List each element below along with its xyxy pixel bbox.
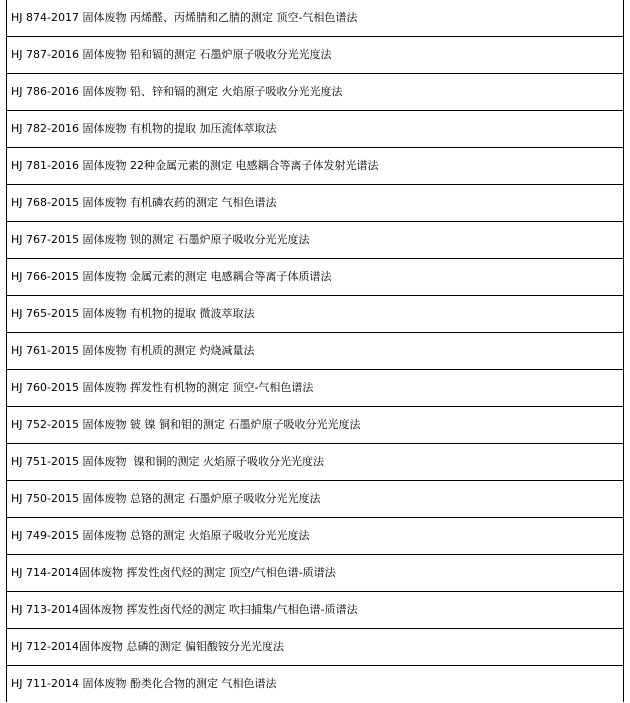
table-row xyxy=(7,407,624,444)
table-row xyxy=(7,111,624,148)
standard-title: HJ 874-2017 固体废物 丙烯醛、丙烯腈和乙腈的测定 顶空-气相色谱法 xyxy=(11,11,358,24)
table-row xyxy=(7,74,624,111)
table-cell xyxy=(7,0,624,37)
table-row xyxy=(7,148,624,185)
table-cell xyxy=(7,74,624,111)
table-cell xyxy=(7,259,624,296)
standard-title: HJ 782-2016 固体废物 有机物的提取 加压流体萃取法 xyxy=(11,122,277,135)
table-row xyxy=(7,259,624,296)
table-cell xyxy=(7,222,624,259)
table-row xyxy=(7,481,624,518)
table-row xyxy=(7,37,624,74)
table-row xyxy=(7,296,624,333)
standard-title: HJ 712-2014固体废物 总磷的测定 偏钼酸铵分光光度法 xyxy=(11,640,284,653)
standard-title: HJ 786-2016 固体废物 铅、锌和镉的测定 火焰原子吸收分光光度法 xyxy=(11,85,343,98)
table-cell xyxy=(7,481,624,518)
standard-title: HJ 767-2015 固体废物 钡的测定 石墨炉原子吸收分光光度法 xyxy=(11,233,310,246)
standard-title: HJ 749-2015 固体废物 总铬的测定 火焰原子吸收分光光度法 xyxy=(11,529,310,542)
table-row xyxy=(7,518,624,555)
standard-title: HJ 761-2015 固体废物 有机质的测定 灼烧减量法 xyxy=(11,344,255,357)
standard-title: HJ 750-2015 固体废物 总铬的测定 石墨炉原子吸收分光光度法 xyxy=(11,492,321,505)
table-row xyxy=(7,666,624,703)
standard-title: HJ 787-2016 固体废物 铅和镉的测定 石墨炉原子吸收分光光度法 xyxy=(11,48,332,61)
table-row xyxy=(7,333,624,370)
standards-table-body xyxy=(7,0,624,702)
standard-title: HJ 713-2014固体废物 挥发性卤代烃的测定 吹扫捕集/气相色谱-质谱法 xyxy=(11,603,358,616)
standard-title: HJ 765-2015 固体废物 有机物的提取 微波萃取法 xyxy=(11,307,255,320)
table-cell xyxy=(7,555,624,592)
table-cell xyxy=(7,444,624,481)
table-row xyxy=(7,222,624,259)
table-row xyxy=(7,0,624,37)
table-cell xyxy=(7,370,624,407)
table-cell xyxy=(7,629,624,666)
table-cell xyxy=(7,666,624,703)
table-row xyxy=(7,592,624,629)
table-cell xyxy=(7,111,624,148)
standard-title: HJ 714-2014固体废物 挥发性卤代烃的测定 顶空/气相色谱-质谱法 xyxy=(11,566,336,579)
table-cell xyxy=(7,333,624,370)
table-row xyxy=(7,185,624,222)
table-cell xyxy=(7,185,624,222)
table-cell xyxy=(7,407,624,444)
table-row xyxy=(7,555,624,592)
standard-title: HJ 768-2015 固体废物 有机磷农药的测定 气相色谱法 xyxy=(11,196,277,209)
table-row xyxy=(7,370,624,407)
standard-title: HJ 766-2015 固体废物 金属元素的测定 电感耦合等离子体质谱法 xyxy=(11,270,332,283)
standard-title: HJ 781-2016 固体废物 22种金属元素的测定 电感耦合等离子体发射光谱法 xyxy=(11,159,379,172)
standard-title: HJ 751-2015 固体废物 镍和铜的测定 火焰原子吸收分光光度法 xyxy=(11,455,324,468)
table-row xyxy=(7,444,624,481)
standard-title: HJ 760-2015 固体废物 挥发性有机物的测定 顶空-气相色谱法 xyxy=(11,381,314,394)
table-cell xyxy=(7,296,624,333)
table-row xyxy=(7,629,624,666)
standard-title: HJ 752-2015 固体废物 铍 镍 铜和钼的测定 石墨炉原子吸收分光光度法 xyxy=(11,418,361,431)
table-cell xyxy=(7,592,624,629)
standard-title: HJ 711-2014 固体废物 酚类化合物的测定 气相色谱法 xyxy=(11,677,277,690)
standards-table xyxy=(6,0,624,702)
table-cell xyxy=(7,148,624,185)
table-cell xyxy=(7,518,624,555)
table-cell xyxy=(7,37,624,74)
